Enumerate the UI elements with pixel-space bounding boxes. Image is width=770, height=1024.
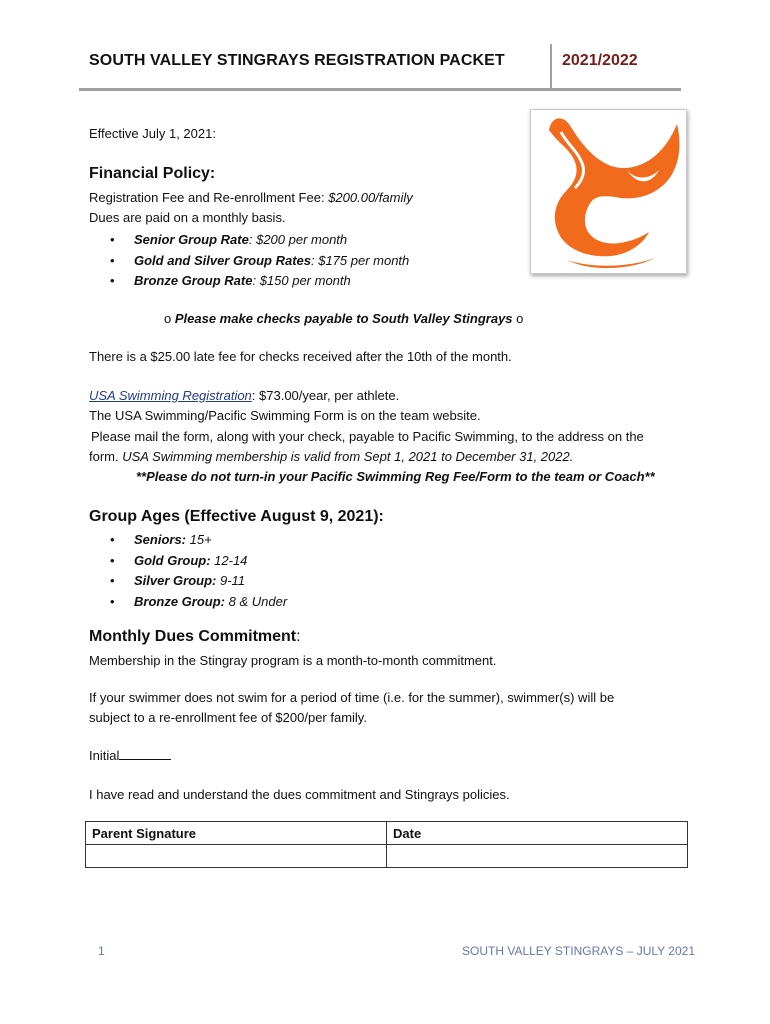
usa-form-note: The USA Swimming/Pacific Swimming Form is on the team website.	[89, 408, 481, 423]
parent-signature-header: Parent Signature	[86, 822, 387, 845]
usa-registration-line	[89, 386, 399, 406]
date-header: Date	[387, 822, 688, 845]
bullet-icon: •	[110, 552, 115, 568]
checks-note-text: Please make checks payable to South Valley Stingrays	[174, 311, 513, 326]
registration-fee-line	[89, 188, 413, 208]
footer-text: SOUTH VALLEY STINGRAYS – JULY 2021	[462, 944, 695, 958]
bullet-icon: •	[110, 273, 115, 288]
bullet-icon: •	[110, 532, 115, 547]
season-year: 2021/2022	[562, 52, 638, 69]
dues-reenroll-line-1: If your swimmer does not swim for a period of time (i.e. for the summer), swimmer(s) will be	[89, 690, 615, 705]
dues-commitment-note: Membership in the Stingray program is a month-to-month commitment.	[89, 653, 497, 668]
late-fee-note: There is a $25.00 late fee for checks received after the 10th of the month.	[89, 349, 512, 364]
list-item: • Bronze Group Rate: $150 per month	[110, 271, 409, 292]
document-title: SOUTH VALLEY STINGRAYS REGISTRATION PACKET	[89, 52, 505, 69]
registration-fee-value: $200.00/family	[328, 190, 413, 205]
dues-reenroll-line-2: subject to a re-enrollment fee of $200/per family.	[89, 710, 367, 725]
initial-field[interactable]	[89, 746, 171, 766]
bullet-icon: •	[110, 232, 115, 247]
financial-policy-heading: Financial Policy:	[89, 165, 216, 182]
header-divider-horizontal	[79, 88, 681, 91]
list-item: • Seniors: 15+	[110, 530, 287, 551]
stingray-logo	[530, 109, 687, 274]
table-row	[86, 845, 688, 868]
signature-table	[85, 821, 688, 868]
initial-blank[interactable]	[119, 746, 171, 760]
dues-basis: Dues are paid on a monthly basis.	[89, 210, 286, 225]
bullet-icon: •	[110, 252, 115, 268]
usa-mail-line-2: form. USA Swimming membership is valid from Sept 1, 2021 to December 31, 2022.	[89, 449, 574, 464]
rates-list	[110, 230, 409, 292]
circle-marker-icon: o	[516, 311, 524, 326]
list-item: • Gold Group: 12-14	[110, 551, 287, 572]
list-item: • Senior Group Rate: $200 per month	[110, 230, 409, 251]
list-item: • Gold and Silver Group Rates: $175 per month	[110, 251, 409, 272]
acknowledgement: I have read and understand the dues commitment and Stingrays policies.	[89, 787, 510, 802]
effective-date: Effective July 1, 2021:	[89, 126, 216, 141]
monthly-dues-heading: Monthly Dues Commitment:	[89, 628, 301, 645]
usa-registration-link[interactable]: USA Swimming Registration	[89, 388, 252, 403]
parent-signature-field[interactable]	[86, 845, 387, 868]
list-item: • Bronze Group: 8 & Under	[110, 592, 287, 613]
checks-note	[164, 309, 523, 329]
usa-warning: **Please do not turn-in your Pacific Swimming Reg Fee/Form to the team or Coach**	[136, 469, 655, 484]
circle-marker-icon: o	[164, 311, 172, 326]
page-number: 1	[98, 944, 105, 958]
bullet-icon: •	[110, 593, 115, 609]
registration-fee-label: Registration Fee and Re-enrollment Fee:	[89, 190, 329, 205]
usa-registration-price: : $73.00/year, per athlete.	[251, 388, 400, 403]
group-ages-heading: Group Ages (Effective August 9, 2021):	[89, 508, 384, 525]
table-row	[86, 822, 688, 845]
header-divider-vertical	[550, 44, 552, 90]
group-ages-list	[110, 530, 287, 612]
bullet-icon: •	[110, 573, 115, 588]
initial-label: Initial	[89, 748, 120, 763]
date-field[interactable]	[387, 845, 688, 868]
usa-validity: USA Swimming membership is valid from Sept 1, 2021 to December 31, 2022.	[122, 449, 574, 464]
list-item: • Silver Group: 9-11	[110, 571, 287, 592]
stingray-icon	[531, 110, 686, 273]
usa-mail-line-1: Please mail the form, along with your check, payable to Pacific Swimming, to the address on the	[91, 429, 644, 444]
